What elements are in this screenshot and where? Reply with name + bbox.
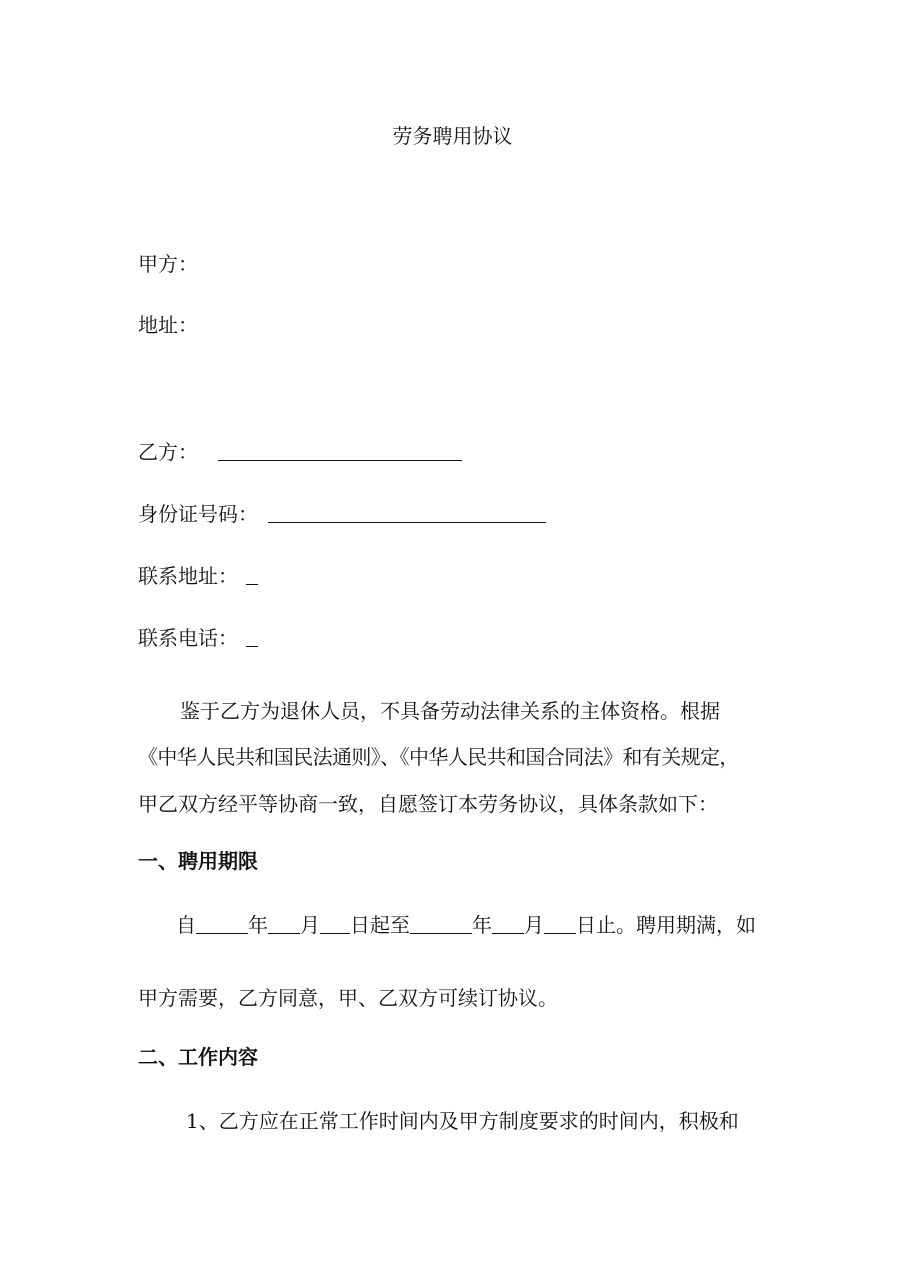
contact-address-blank[interactable] <box>246 564 258 585</box>
intro-line-3: 甲乙双方经平等协商一致，自愿签订本劳务协议，具体条款如下： <box>138 792 718 816</box>
start-day-blank[interactable] <box>320 913 350 934</box>
end-year-blank[interactable] <box>410 913 472 934</box>
party-b-label: 乙方： <box>138 440 198 464</box>
contact-address-row <box>138 562 258 590</box>
contact-phone-row <box>138 624 258 652</box>
party-b-blank[interactable] <box>218 440 462 461</box>
term-line-2: 甲方需要，乙方同意，甲、乙双方可续订协议。 <box>138 986 558 1010</box>
contact-phone-blank[interactable] <box>246 626 258 647</box>
start-year-blank[interactable] <box>196 913 248 934</box>
party-b-row <box>138 438 462 466</box>
party-a-label: 甲方： <box>138 252 198 276</box>
term-month-1: 月 <box>300 913 320 937</box>
address-label: 地址： <box>138 313 198 337</box>
id-number-label: 身份证号码： <box>138 502 258 526</box>
term-year-2: 年 <box>472 913 492 937</box>
start-month-blank[interactable] <box>268 913 300 934</box>
end-month-blank[interactable] <box>492 913 524 934</box>
term-from: 自 <box>176 913 196 937</box>
section2-item1: 1、乙方应在正常工作时间内及甲方制度要求的时间内，积极和 <box>186 1109 739 1133</box>
document-title: 劳务聘用协议 <box>392 124 513 148</box>
contact-phone-label: 联系电话： <box>138 626 238 650</box>
term-year-1: 年 <box>248 913 268 937</box>
section1-heading: 一、聘用期限 <box>138 849 258 873</box>
term-end: 日止。聘用期满，如 <box>576 913 756 937</box>
end-day-blank[interactable] <box>544 913 576 934</box>
section2-heading: 二、工作内容 <box>138 1045 258 1069</box>
intro-line-1: 鉴于乙方为退休人员，不具备劳动法律关系的主体资格。根据 <box>180 699 720 723</box>
term-day-1: 日起至 <box>350 913 410 937</box>
id-number-row <box>138 500 546 528</box>
term-row <box>176 911 756 939</box>
id-number-blank[interactable] <box>268 502 546 523</box>
term-month-2: 月 <box>524 913 544 937</box>
contact-address-label: 联系地址： <box>138 564 238 588</box>
intro-line-2: 《中华人民共和国民法通则》、《中华人民共和国合同法》和有关规定， <box>138 745 739 769</box>
